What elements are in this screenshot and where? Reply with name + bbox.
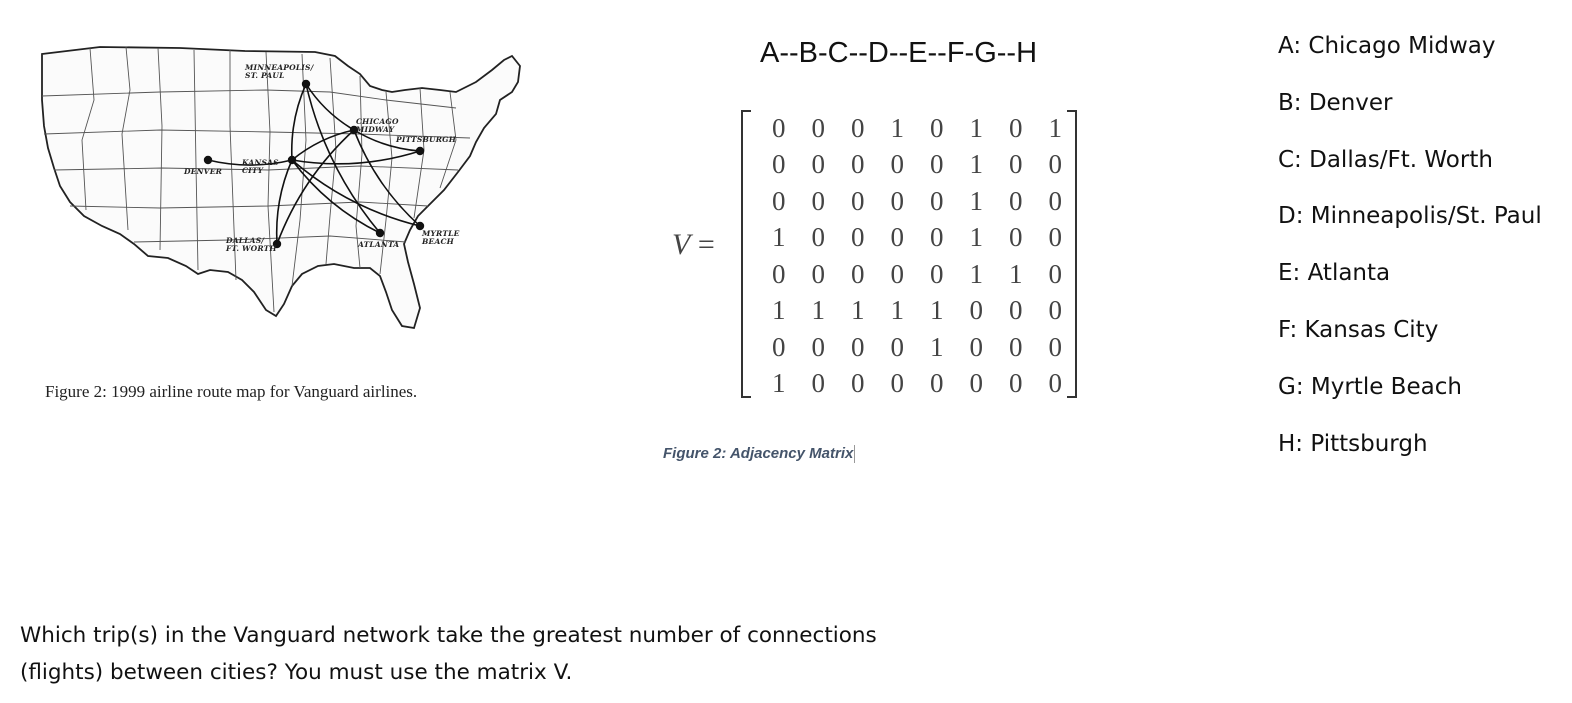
- matrix-cell: 0: [1009, 222, 1023, 253]
- matrix-cell: 1: [890, 112, 904, 143]
- matrix-cell: 1: [772, 368, 786, 399]
- matrix-cell: 1: [772, 222, 786, 253]
- matrix-cell: 0: [930, 185, 944, 216]
- matrix-cell: 0: [811, 222, 825, 253]
- matrix-cell: 0: [772, 331, 786, 362]
- matrix-cell: 1: [811, 295, 825, 326]
- matrix-cell: 0: [1048, 368, 1062, 399]
- city-dot: [416, 147, 424, 155]
- city-label: MYRTLE: [422, 229, 460, 238]
- city-label: MINNEAPOLIS/: [245, 63, 314, 72]
- matrix-cell: 0: [1048, 185, 1062, 216]
- matrix-cell: 0: [890, 258, 904, 289]
- matrix-cell: 1: [772, 295, 786, 326]
- matrix-caption: [663, 445, 855, 463]
- matrix-cell: 1: [969, 222, 983, 253]
- matrix-cell: 0: [851, 222, 865, 253]
- matrix-cell: 0: [969, 331, 983, 362]
- matrix-cell: 0: [930, 149, 944, 180]
- city-label: CITY: [242, 166, 264, 175]
- city-label: MIDWAY: [356, 125, 395, 134]
- matrix-right-bracket: [1067, 110, 1077, 398]
- city-dot: [204, 156, 212, 164]
- matrix-cell: 0: [890, 149, 904, 180]
- city-dot: [376, 229, 384, 237]
- city-label: DENVER: [184, 167, 223, 176]
- map-caption: Figure 2: 1999 airline route map for Vanguard airlines.: [45, 382, 418, 401]
- matrix-cell: 0: [811, 258, 825, 289]
- matrix-cell: 0: [930, 258, 944, 289]
- route-map-figure: [30, 30, 540, 420]
- matrix-cell: 1: [930, 331, 944, 362]
- matrix-cell: 0: [890, 368, 904, 399]
- legend-item: E: Atlanta: [1278, 260, 1391, 287]
- matrix-left-bracket: [741, 110, 751, 398]
- us-route-map: [30, 30, 540, 370]
- matrix-cell: 1: [1009, 258, 1023, 289]
- matrix-equals: =: [697, 228, 715, 261]
- matrix-cell: 0: [890, 222, 904, 253]
- matrix-cell: 1: [969, 149, 983, 180]
- matrix-cell: 0: [930, 222, 944, 253]
- matrix-cell: 0: [930, 112, 944, 143]
- matrix-cell: 0: [890, 331, 904, 362]
- legend-item: A: Chicago Midway: [1278, 33, 1496, 59]
- city-label: CHICAGO: [356, 117, 399, 126]
- matrix-cell: 0: [1048, 222, 1062, 253]
- city-legend: [1278, 30, 1542, 484]
- matrix-cell: 1: [851, 295, 865, 326]
- matrix-cell: 1: [969, 185, 983, 216]
- matrix-cell: 0: [851, 149, 865, 180]
- legend-item: B: Denver: [1278, 89, 1393, 116]
- city-dot: [302, 80, 310, 88]
- legend-item: G: Myrtle Beach: [1278, 373, 1462, 400]
- legend-item: F: Kansas City: [1278, 316, 1439, 343]
- matrix-cell: 0: [811, 331, 825, 362]
- matrix-cell: 0: [811, 368, 825, 399]
- matrix-cell: 0: [811, 185, 825, 216]
- city-label: ST. PAUL: [245, 71, 285, 80]
- legend-item: D: Minneapolis/St. Paul: [1278, 203, 1542, 230]
- matrix-cell: 0: [1009, 185, 1023, 216]
- matrix-cell: 0: [851, 331, 865, 362]
- matrix-cell: 0: [772, 149, 786, 180]
- matrix-cell: 0: [851, 185, 865, 216]
- matrix-cell: 0: [811, 149, 825, 180]
- matrix-cell: 0: [811, 112, 825, 143]
- city-label: BEACH: [422, 237, 454, 246]
- matrix-cell: 0: [1009, 149, 1023, 180]
- city-dot: [288, 156, 296, 164]
- matrix-grid: [759, 110, 1075, 402]
- matrix-cell: 0: [772, 185, 786, 216]
- legend-item: H: Pittsburgh: [1278, 430, 1428, 457]
- matrix-cell: 1: [969, 258, 983, 289]
- city-label: ATLANTA: [358, 240, 400, 249]
- matrix-cell: 1: [890, 295, 904, 326]
- matrix-order-header: A--B-C--D--E--F-G--H: [760, 37, 1038, 69]
- matrix-cell: 0: [772, 258, 786, 289]
- matrix-cell: 0: [1009, 295, 1023, 326]
- city-label: KANSAS: [242, 158, 279, 167]
- matrix-cell: 0: [969, 368, 983, 399]
- question-text: [20, 617, 980, 691]
- matrix-cell: 0: [1048, 149, 1062, 180]
- matrix-cell: 0: [851, 258, 865, 289]
- matrix-cell: 0: [772, 112, 786, 143]
- matrix-cell: 0: [969, 295, 983, 326]
- matrix-cell: 0: [851, 112, 865, 143]
- matrix-cell: 1: [930, 295, 944, 326]
- matrix-variable: V: [672, 228, 691, 261]
- us-outline: [42, 47, 520, 328]
- matrix-cell: 0: [851, 368, 865, 399]
- matrix-cell: 1: [1048, 112, 1062, 143]
- city-label: DALLAS/: [226, 236, 265, 245]
- question-line-1: Which trip(s) in the Vanguard network take the greatest number of connections: [20, 623, 877, 648]
- matrix-cell: 0: [890, 185, 904, 216]
- matrix-label: [672, 228, 715, 262]
- matrix-cell: 0: [1009, 331, 1023, 362]
- city-label: PITTSBURGH: [396, 135, 457, 144]
- matrix-cell: 0: [1009, 112, 1023, 143]
- matrix-caption-text: Figure 2: Adjacency Matrix: [663, 445, 854, 462]
- matrix-cell: 0: [1009, 368, 1023, 399]
- adjacency-matrix: [741, 110, 1077, 399]
- text-cursor: [854, 445, 855, 463]
- matrix-cell: 0: [1048, 258, 1062, 289]
- legend-item: C: Dallas/Ft. Worth: [1278, 146, 1493, 173]
- matrix-cell: 1: [969, 112, 983, 143]
- matrix-cell: 0: [930, 368, 944, 399]
- city-label: FT. WORTH: [226, 244, 277, 253]
- matrix-cell: 0: [1048, 331, 1062, 362]
- question-line-2: (flights) between cities? You must use the matrix V.: [20, 660, 573, 685]
- matrix-cell: 0: [1048, 295, 1062, 326]
